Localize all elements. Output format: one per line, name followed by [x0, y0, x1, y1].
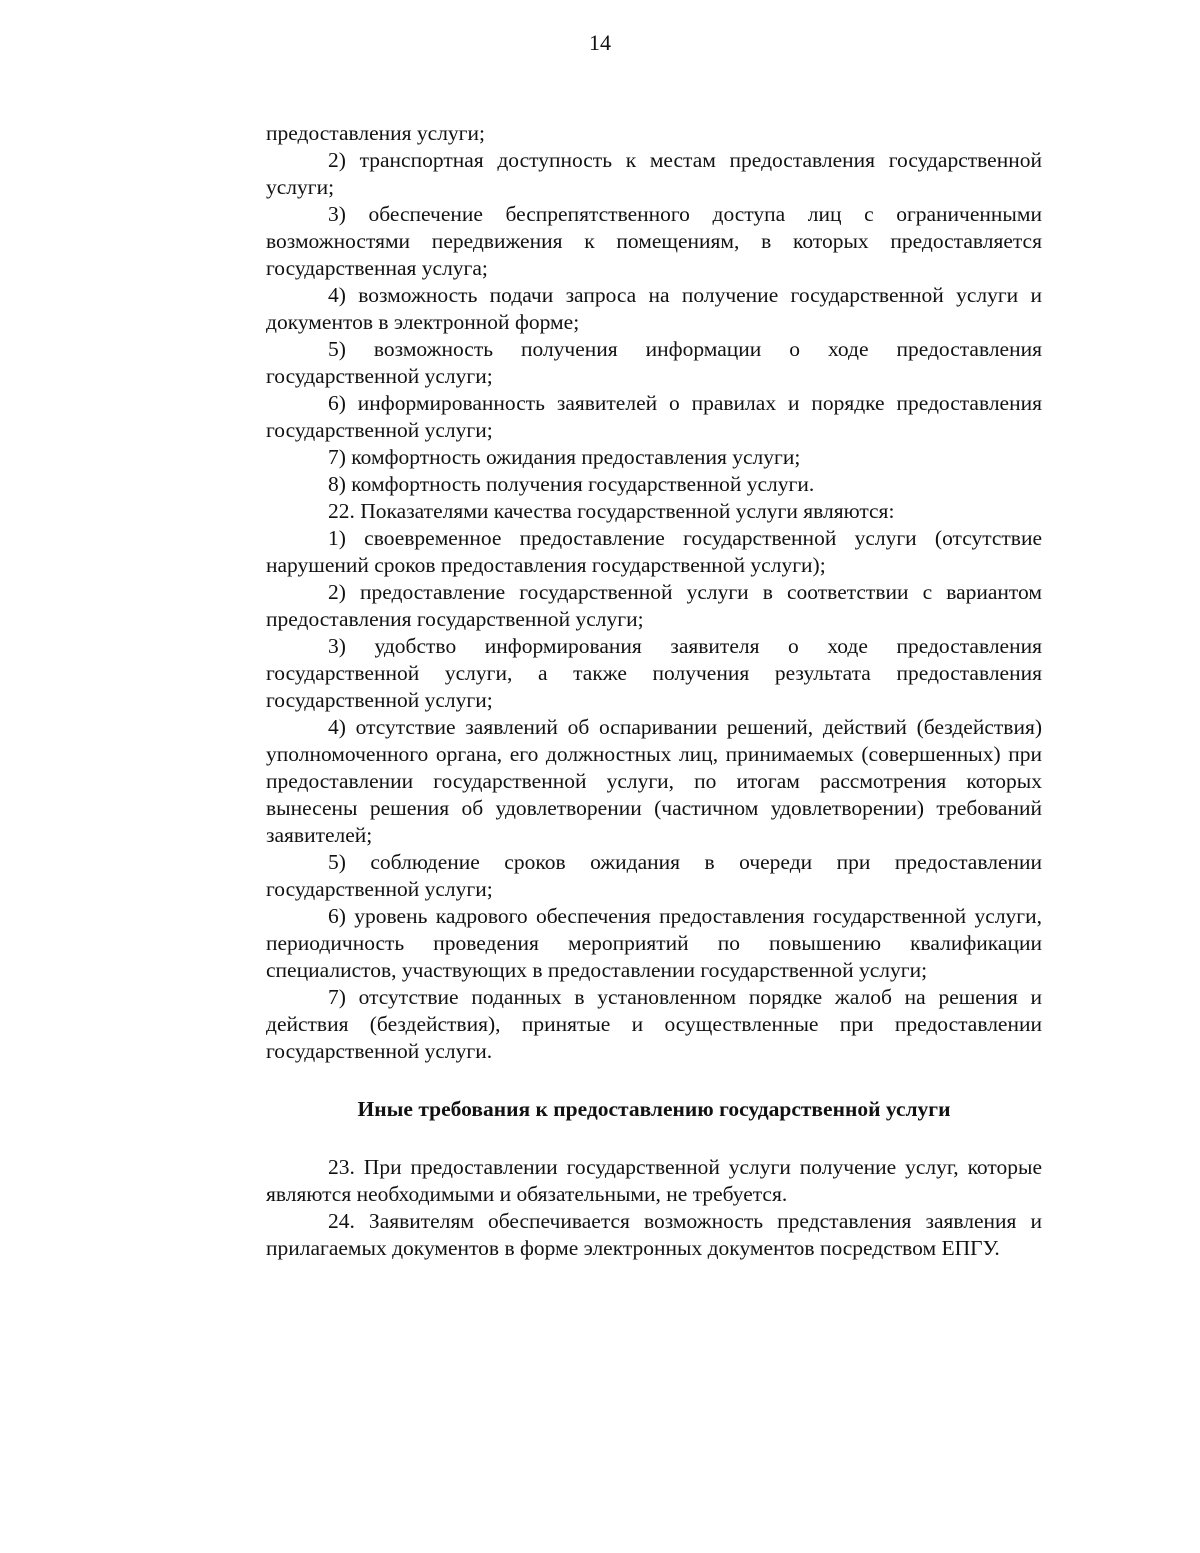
paragraph: 3) обеспечение беспрепятственного доступа лиц с ограниченными возможностями передвижения к помещениям, в которых предоставляется государственная услуга; — [266, 202, 1042, 280]
paragraph: 8) комфортность получения государственной услуги. — [328, 472, 815, 496]
paragraph: 4) возможность подачи запроса на получение государственной услуги и документов в электронной форме; — [266, 283, 1042, 334]
paragraph: 3) удобство информирования заявителя о ходе предоставления государственной услуги, а также получения результата предоставления государственной услуги; — [266, 634, 1042, 712]
paragraphs-before — [266, 120, 1042, 1065]
paragraph: 5) возможность получения информации о ходе предоставления государственной услуги; — [266, 337, 1042, 388]
paragraphs-after — [266, 1154, 1042, 1262]
paragraph: 6) уровень кадрового обеспечения предоставления государственной услуги, периодичность проведения мероприятий по повышению квалификации специалистов, участвующих в предоставлении государственной услуги; — [266, 904, 1042, 982]
paragraph: 5) соблюдение сроков ожидания в очереди при предоставлении государственной услуги; — [266, 850, 1042, 901]
section-heading: Иные требования к предоставлению государственной услуги — [357, 1097, 951, 1121]
paragraph: 1) своевременное предоставление государственной услуги (отсутствие нарушений сроков предоставления государственной услуги); — [266, 526, 1042, 577]
paragraph: 22. Показателями качества государственной услуги являются: — [328, 499, 895, 523]
document-body — [266, 120, 1042, 1262]
paragraph: 7) комфортность ожидания предоставления услуги; — [328, 445, 801, 469]
paragraph: 7) отсутствие поданных в установленном порядке жалоб на решения и действия (бездействия), принятые и осуществленные при предоставлении государственной услуги. — [266, 985, 1042, 1063]
paragraph: 23. При предоставлении государственной услуги получение услуг, которые являются необходимыми и обязательными, не требуется. — [266, 1155, 1042, 1206]
paragraph: 6) информированность заявителей о правилах и порядке предоставления государственной услуги; — [266, 391, 1042, 442]
paragraph: 2) транспортная доступность к местам предоставления государственной услуги; — [266, 148, 1042, 199]
page-number: 14 — [589, 30, 611, 55]
paragraph: предоставления услуги; — [266, 121, 485, 145]
paragraph: 24. Заявителям обеспечивается возможность представления заявления и прилагаемых документов в форме электронных документов посредством ЕПГУ. — [266, 1209, 1042, 1260]
paragraph: 2) предоставление государственной услуги в соответствии с вариантом предоставления государственной услуги; — [266, 580, 1042, 631]
paragraph: 4) отсутствие заявлений об оспаривании решений, действий (бездействия) уполномоченного органа, его должностных лиц, принимаемых (совершенных) при предоставлении государственной услуги, по итогам рассмотрения которых вынесены решения об удовлетворении (частичном удовлетворении) требований заявителей; — [266, 715, 1042, 847]
